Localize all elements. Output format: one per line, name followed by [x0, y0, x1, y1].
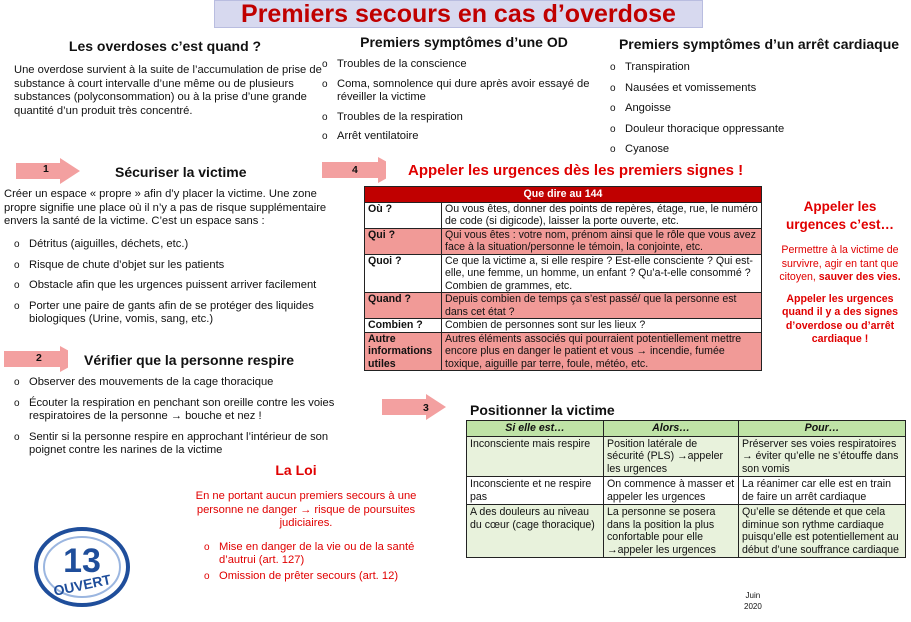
step2-heading: Vérifier que la personne respire: [84, 352, 295, 368]
list-item: o Troubles de la respiration: [322, 111, 606, 125]
step-number: 4: [352, 164, 358, 176]
law-heading: La Loi: [275, 462, 317, 478]
table-row: [365, 319, 762, 333]
table-value: Autres éléments associés qui pourraient potentiellement mettre encore plus en danger le patient et vous → incendie, fumée toxique, aiguille par terre, foule, météo, etc.: [442, 332, 762, 371]
list-item: o Observer des mouvements de la cage thoracique: [14, 376, 344, 390]
list-item: o Omission de prêter secours (art. 12): [204, 570, 426, 584]
list-item: o Angoisse: [610, 102, 908, 116]
table-row: [365, 332, 762, 371]
table-row: [365, 293, 762, 319]
law-section: [186, 462, 426, 583]
list-item: o Nausées et vomissements: [610, 82, 908, 96]
list-item: o Coma, somnolence qui dure après avoir essayé de réveiller la victime: [322, 78, 606, 105]
arrow-right-icon: [382, 394, 446, 420]
symptoms-cardiac-section: [610, 36, 908, 157]
list-item: o Écouter la respiration en penchant son oreille contre les voies respiratoires de la personne → bouche et nez !: [14, 397, 344, 424]
table-cell: A des douleurs au niveau du cœur (cage thoracique): [467, 505, 604, 558]
table-cell: Qu’elle se détende et que cela diminue son rythme cardiaque puisqu’elle est potentiellement au début d’une souffrance cardiaque: [739, 505, 906, 558]
list-item: o Sentir si la personne respire en approchant l’intérieur de son poignet contre les narines de la victime: [14, 431, 344, 458]
table-key: Où ?: [365, 202, 442, 228]
step-number: 3: [423, 402, 429, 414]
table-value: Ou vous êtes, donner des points de repères, étage, rue, le numéro de code (si digicode), laisser la porte ouverte, etc.: [442, 202, 762, 228]
list-item: o Cyanose: [610, 143, 908, 157]
step3-heading: Positionner la victime: [470, 402, 615, 418]
table-row: [365, 254, 762, 293]
step1-heading: Sécuriser la victime: [115, 164, 247, 180]
table-value: Ce que la victime a, si elle respire ? Est-elle consciente ? Qui est-elle, une femme, un homme, un enfant ? Qu’a-t-elle consommé ? Combien de grammes, etc.: [442, 254, 762, 293]
table-value: Depuis combien de temps ça s’est passé/ que la personne est dans cet état ?: [442, 293, 762, 319]
position-table: [466, 420, 906, 558]
svg-text:13: 13: [63, 542, 101, 580]
call-section: [772, 198, 908, 347]
table-row: [467, 477, 906, 505]
table-key: Quand ?: [365, 293, 442, 319]
table-cell: La personne se posera dans la position la plus confortable pour elle →appeler les urgences: [604, 505, 739, 558]
list-item: o Transpiration: [610, 61, 908, 75]
footer-year: 2020: [744, 602, 762, 611]
table-key: Autre informations utiles: [365, 332, 442, 371]
table-header: Alors…: [604, 421, 739, 437]
table-value: Combien de personnes sont sur les lieux ?: [442, 319, 762, 333]
intro-text: Une overdose survient à la suite de l’accumulation de prise de substance à court intervalle d’une même ou de plusieurs substances (polyconsommation) ou à la prise d’une grande quantité d’un produit très concentré.: [14, 64, 322, 117]
step1-list: [14, 238, 344, 327]
step-number: 1: [43, 163, 49, 175]
page-title: Premiers secours en cas d’overdose: [214, 0, 703, 28]
call-text2: Appeler les urgences quand il y a des signes d’overdose ou d’arrêt cardiaque !: [782, 292, 898, 345]
intro-heading: Les overdoses c’est quand ?: [68, 38, 262, 54]
table-key: Qui ?: [365, 228, 442, 254]
table-row: [467, 505, 906, 558]
table-header: Que dire au 144: [365, 187, 762, 203]
table-cell: Inconsciente et ne respire pas: [467, 477, 604, 505]
table-cell: On commence à masser et appeler les urgences: [604, 477, 739, 505]
step4-heading: Appeler les urgences dès les premiers signes !: [408, 162, 744, 179]
table-row: [365, 228, 762, 254]
symptoms-od-heading: Premiers symptômes d’une OD: [360, 34, 568, 50]
svg-text:OUVERT: OUVERT: [52, 571, 113, 599]
list-item: o Troubles de la conscience: [322, 58, 606, 72]
step2-list: [14, 376, 344, 458]
call-text1: [772, 244, 908, 285]
table-cell: Inconsciente mais respire: [467, 436, 604, 477]
symptoms-od-section: [322, 34, 606, 144]
list-item: o Détritus (aiguilles, déchets, etc.): [14, 238, 344, 252]
list-item: o Risque de chute d’objet sur les patients: [14, 259, 344, 273]
table-cell: Préserver ses voies respiratoires → éviter qu’elle ne s’étouffe dans son vomis: [739, 436, 906, 477]
call-144-table: [364, 186, 762, 371]
table-key: Quoi ?: [365, 254, 442, 293]
symptoms-cardiac-heading: Premiers symptômes d’un arrêt cardiaque: [618, 36, 900, 52]
table-row: [467, 436, 906, 477]
list-item: o Mise en danger de la vie ou de la santé d’autrui (art. 127): [204, 541, 426, 568]
table-cell: Position latérale de sécurité (PLS) →appeler les urgences: [604, 436, 739, 477]
step1-text: Créer un espace « propre » afin d’y placer la victime. Une zone propre signifie une place où il n’y a pas de risque supplémentaire envers la santé de la victime. C’est un espace sans :: [4, 188, 327, 227]
table-key: Combien ?: [365, 319, 442, 333]
table-cell: La réanimer car elle est en train de faire un arrêt cardiaque: [739, 477, 906, 505]
ouvert-13-logo: [32, 522, 132, 608]
footer-month: Juin: [745, 591, 761, 600]
law-text: En ne portant aucun premiers secours à une personne ne danger → risque de poursuites judiciaires.: [195, 490, 417, 529]
table-header: Si elle est…: [467, 421, 604, 437]
list-item: o Arrêt ventilatoire: [322, 130, 606, 144]
list-item: o Porter une paire de gants afin de se protéger des liquides biologiques (Urine, vomis, sang, etc.): [14, 300, 344, 327]
list-item: o Obstacle afin que les urgences puissent arriver facilement: [14, 279, 344, 293]
step-number: 2: [36, 352, 42, 364]
table-row: [365, 202, 762, 228]
list-item: o Douleur thoracique oppressante: [610, 123, 908, 137]
call-heading: Appeler les urgences c’est…: [785, 199, 895, 232]
call-text1-before: Permettre à la victime de survivre, agir en tant que citoyen,: [779, 244, 899, 283]
table-value: Qui vous êtes : votre nom, prénom ainsi que le rôle que vous avez face à la situation/personne le témoin, la conjointe, etc.: [442, 228, 762, 254]
footer-date: [744, 590, 762, 612]
call-text1-bold: sauver des vies.: [818, 271, 901, 283]
intro-section: [4, 38, 326, 118]
table-header: Pour…: [739, 421, 906, 437]
